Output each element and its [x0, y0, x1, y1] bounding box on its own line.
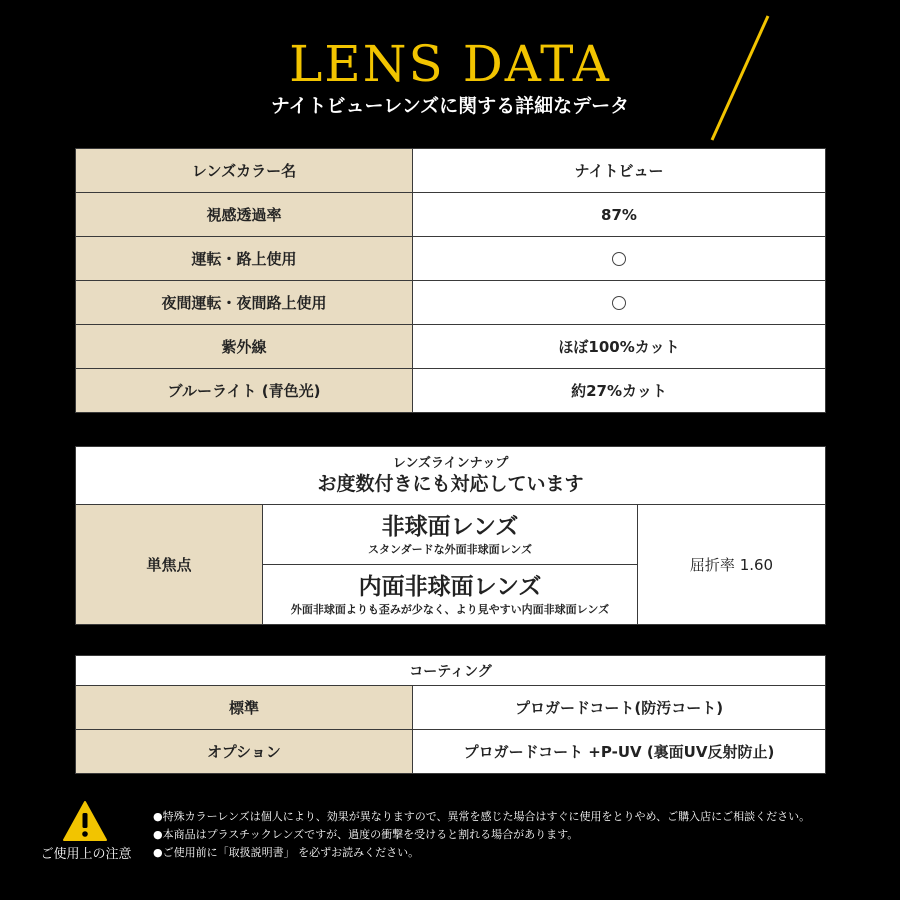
table-row — [76, 237, 826, 281]
warning-icon — [62, 800, 108, 842]
spec-value: 約27%カット — [413, 369, 826, 413]
table-row — [76, 193, 826, 237]
table-row — [76, 281, 826, 325]
caution-notes — [153, 808, 893, 862]
lineup-subheading: お度数付きにも対応しています — [317, 472, 584, 495]
lens-desc: 外面非球面よりも歪みが少なく、より見やすい内面非球面レンズ — [290, 602, 610, 616]
page-title: LENS DATA — [289, 35, 611, 93]
coating-heading: コーティング — [76, 656, 826, 686]
caution-note: ●ご使用前に「取扱説明書」 を必ずお読みください。 — [153, 846, 420, 859]
table-row — [76, 325, 826, 369]
spec-value-circle — [413, 281, 826, 325]
lens-option — [263, 565, 638, 625]
caution-note: ●本商品はプラスチックレンズですが、過度の衝撃を受けると割れる場合があります。 — [153, 828, 579, 841]
lens-option — [263, 505, 638, 565]
spec-label: 視感透過率 — [76, 193, 413, 237]
table-row — [76, 730, 826, 774]
refractive-index: 屈折率 1.60 — [638, 505, 826, 625]
lens-type-label: 単焦点 — [76, 505, 263, 625]
circle-mark-icon — [612, 296, 626, 310]
spec-value: 87% — [413, 193, 826, 237]
spec-label: ブルーライト (青色光) — [76, 369, 413, 413]
table-row — [76, 656, 826, 686]
spec-value: ほぼ100%カット — [413, 325, 826, 369]
table-row — [76, 447, 826, 505]
circle-mark-icon — [612, 252, 626, 266]
coating-label: 標準 — [76, 686, 413, 730]
page-subtitle: ナイトビューレンズに関する詳細なデータ — [270, 95, 630, 117]
caution-note: ●特殊カラーレンズは個人により、効果が異なりますので、異常を感じた場合はすぐに使用をとりやめ、ご購入店にご相談ください。 — [153, 810, 811, 823]
spec-value: ナイトビュー — [413, 149, 826, 193]
lens-name: 内面非球面レンズ — [358, 573, 542, 600]
spec-value-circle — [413, 237, 826, 281]
spec-label: レンズカラー名 — [76, 149, 413, 193]
caution-label: ご使用上の注意 — [40, 847, 132, 862]
table-row — [76, 505, 826, 565]
coating-value: プロガードコート(防汚コート) — [413, 686, 826, 730]
spec-label: 運転・路上使用 — [76, 237, 413, 281]
spec-label: 夜間運転・夜間路上使用 — [76, 281, 413, 325]
lens-desc: スタンダードな外面非球面レンズ — [368, 542, 532, 556]
table-row — [76, 149, 826, 193]
lens-specs-table — [75, 148, 826, 413]
spec-label: 紫外線 — [76, 325, 413, 369]
table-row — [76, 686, 826, 730]
coating-value: プロガードコート +P-UV (裏面UV反射防止) — [413, 730, 826, 774]
lineup-header — [76, 447, 826, 505]
lens-lineup-table — [75, 446, 826, 625]
coating-table — [75, 655, 826, 774]
table-row — [76, 369, 826, 413]
coating-label: オプション — [76, 730, 413, 774]
lineup-heading: レンズラインナップ — [392, 455, 509, 471]
lens-name: 非球面レンズ — [381, 513, 519, 540]
